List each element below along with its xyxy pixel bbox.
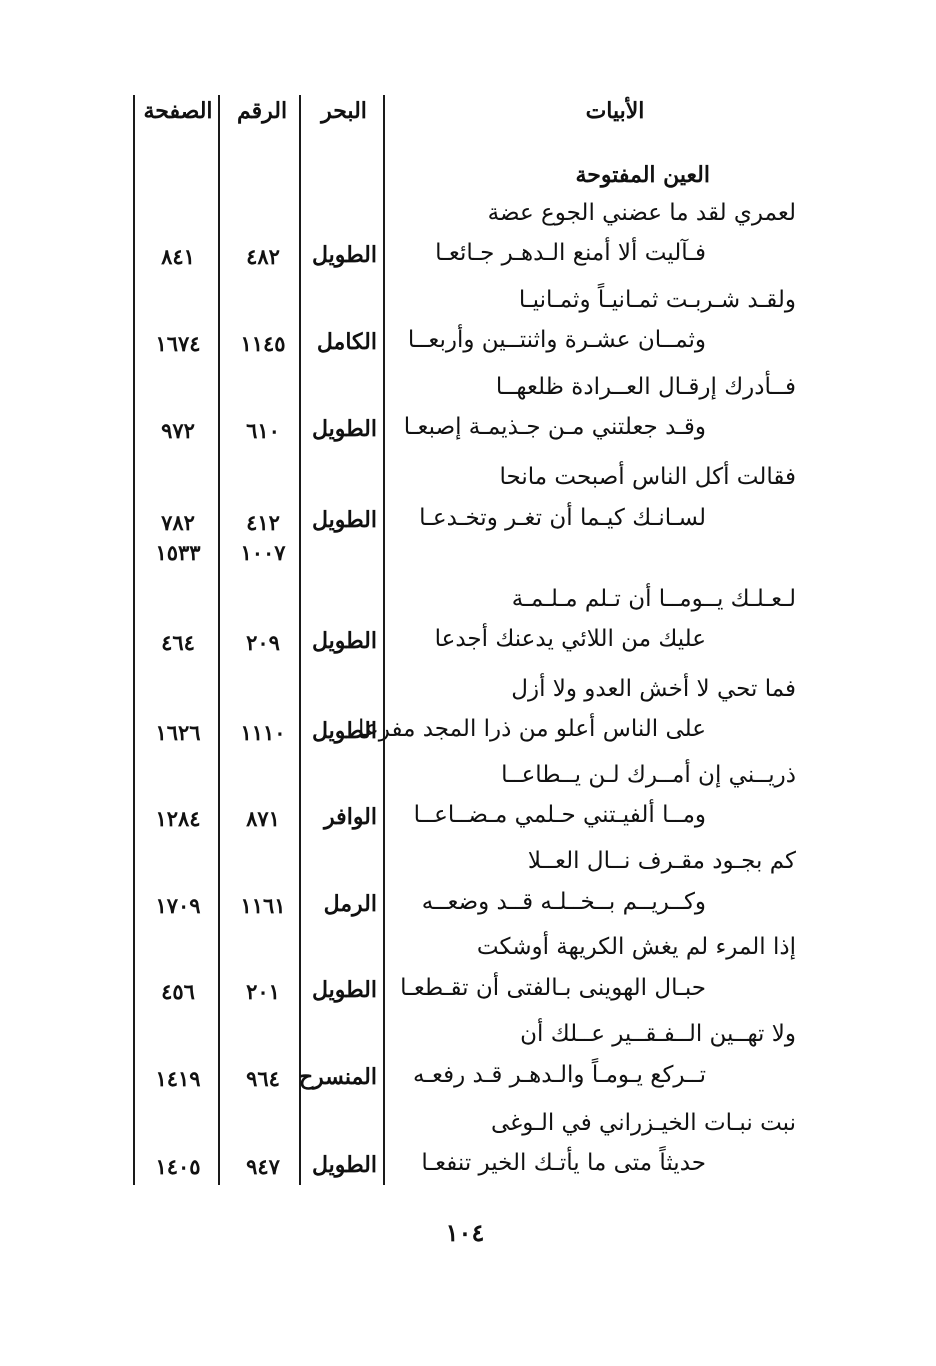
meter-cell: الطويل — [311, 718, 377, 744]
meter-cell: الطويل — [311, 1152, 377, 1178]
page-cell: ١٤١٩ — [155, 1066, 201, 1091]
verse-second-hemistich: لسـانـك كيـما أن تغـر وتخـدعـا — [419, 505, 706, 531]
meter-cell: الرمل — [323, 891, 377, 917]
page-cell: ١٦٢٦ — [155, 720, 201, 745]
page-cell: ٩٧٢ — [161, 418, 195, 443]
verse-second-hemistich: وقـد جعلتني مـن جـذيمـة إصبعـا — [403, 414, 706, 440]
page-cell: ١٢٨٤ — [155, 806, 201, 831]
number-cell: ٢٠٩ — [246, 630, 280, 655]
meter-cell: الطويل — [311, 416, 377, 442]
column-divider — [133, 95, 135, 1185]
verse-first-hemistich: ولقـد شـربـت ثمـانيـاً وثمـانيـا — [518, 287, 796, 313]
verse-first-hemistich: لـعـلـك يــومــا أن تـلم مـلـمـة — [511, 586, 796, 612]
number-cell: ١١١٠ — [240, 720, 286, 745]
page-cell: ٨٤١ — [161, 244, 195, 269]
header-number: الرقم — [236, 98, 288, 124]
verse-second-hemistich: تــركع يـومـاً والـدهـر قـد رفعـه — [412, 1062, 706, 1088]
verse-second-hemistich: وثمــان عشـرة واثنتــين وأربعــا — [407, 327, 706, 353]
number-cell: ٩٤٧ — [246, 1154, 280, 1179]
number-cell: ١١٤٥ — [240, 331, 286, 356]
verse-first-hemistich: فما تحي لا أخش العدو ولا أزل — [511, 676, 796, 702]
meter-cell: الطويل — [311, 242, 377, 268]
meter-cell: الطويل — [311, 977, 377, 1003]
verse-first-hemistich: كم بجـود مقـرف نــال العــلا — [527, 848, 796, 874]
section-title: العين المفتوحة — [575, 162, 710, 188]
page-cell: ٤٥٦ — [161, 979, 195, 1004]
page-cell: ٤٦٤ — [161, 630, 195, 655]
page-number: ١٠٤ — [445, 1218, 485, 1247]
page-cell: ٧٨٢ — [161, 510, 195, 535]
header-meter: البحر — [321, 98, 367, 124]
verse-second-hemistich: فـآليت ألا أمنع الـدهـر جـائعـا — [435, 240, 706, 266]
column-divider — [218, 95, 220, 1185]
verse-second-hemistich: وكــريــم بــخــلـه قــد وضعــه — [421, 889, 706, 915]
number-cell: ٩٦٤ — [246, 1066, 280, 1091]
meter-cell: الكامل — [316, 329, 377, 355]
verse-first-hemistich: فــأدرك إرقـال العــرادة ظلعهــا — [495, 374, 796, 400]
verse-second-hemistich: حديثاً متى ما يأتـك الخير تنفعـا — [421, 1150, 706, 1176]
verse-first-hemistich: ذريــني إن أمــرك لـن يــطاعــا — [501, 762, 796, 788]
page-cell: ١٦٧٤ — [155, 331, 201, 356]
page-cell: ١٥٣٣ — [155, 540, 201, 565]
verse-first-hemistich: فقالت أكل الناس أصبحت مانحا — [499, 464, 796, 490]
column-divider — [383, 95, 385, 1185]
header-page: الصفحة — [143, 98, 213, 124]
meter-cell: الوافر — [324, 804, 377, 830]
verse-first-hemistich: ولا تهــين الــفـقــير عــلك أن — [520, 1021, 796, 1047]
page-cell: ١٧٠٩ — [155, 893, 201, 918]
page-cell: ١٤٠٥ — [155, 1154, 201, 1179]
number-cell: ٤٨٢ — [246, 244, 280, 269]
meter-cell: الطويل — [311, 628, 377, 654]
number-cell: ٢٠١ — [246, 979, 280, 1004]
number-cell: ٤١٢ — [246, 510, 280, 535]
number-cell: ٨٧١ — [246, 806, 280, 831]
verse-first-hemistich: لعمري لقد ما عضني الجوع عضة — [487, 200, 796, 226]
verse-second-hemistich: حبـال الهوينى بـالفتى أن تقـطعـا — [400, 975, 706, 1001]
verse-first-hemistich: نبت نبـات الخيـزراني في الـوغى — [491, 1110, 796, 1136]
header-verses: الأبيات — [585, 98, 645, 124]
meter-cell: المنسرح — [298, 1064, 377, 1090]
verse-second-hemistich: عليك من اللائي يدعنك أجدعا — [434, 626, 706, 652]
meter-cell: الطويل — [311, 507, 377, 533]
number-cell: ٦١٠ — [246, 418, 280, 443]
verse-first-hemistich: إذا المرء لم يغش الكريهة أوشكت — [476, 934, 796, 960]
number-cell: ١١٦١ — [240, 893, 286, 918]
verse-second-hemistich: ومــا ألفيـتني حـلمي مـضــاعــا — [413, 802, 706, 828]
verse-second-hemistich: على الناس أعلو من ذرا المجد مفرعا — [358, 716, 706, 742]
number-cell: ١٠٠٧ — [240, 540, 286, 565]
